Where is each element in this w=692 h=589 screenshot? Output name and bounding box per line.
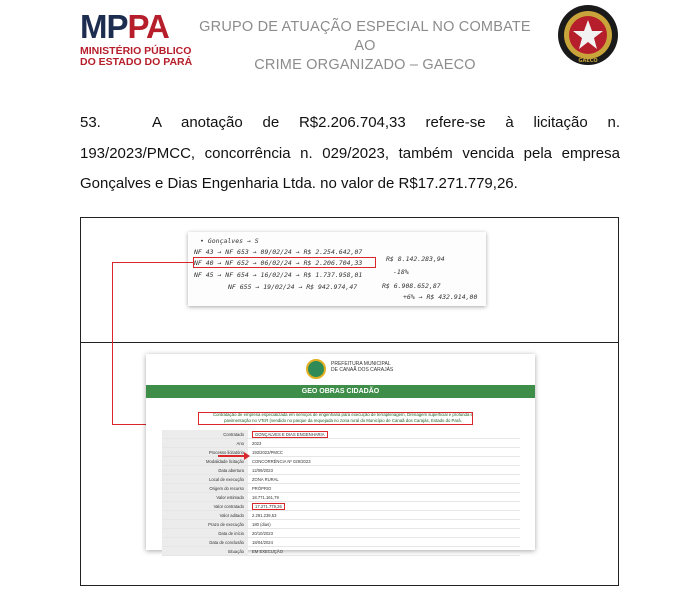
note-line: • Gonçalves → S bbox=[200, 237, 259, 245]
mppa-logo-text: MINISTÉRIO PÚBLICO DO ESTADO DO PARÁ bbox=[80, 45, 193, 68]
row-key: Contratado bbox=[162, 430, 248, 439]
row-key: Modalidade licitação bbox=[162, 457, 248, 466]
header-title: GRUPO DE ATUAÇÃO ESPECIAL NO COMBATE AO CRIME ORGANIZADO – GAECO bbox=[199, 19, 531, 73]
value-text: 18.771.161,79 bbox=[252, 494, 279, 500]
note-line: NF 43 → NF 653 → 09/02/24 → R$ 2.254.642,07 bbox=[194, 248, 363, 256]
row-key: Valor aditado bbox=[162, 511, 248, 520]
row-key: Valor contratado bbox=[162, 502, 248, 511]
note-side-final: +6% → R$ 432.914,00 bbox=[403, 293, 478, 301]
row-value bbox=[248, 457, 520, 466]
row-key: Valor estimado bbox=[162, 493, 248, 502]
prefeitura-name: PREFEITURA MUNICIPAL DE CANAÃ DOS CARAJÁS bbox=[331, 361, 394, 373]
value-text: CONCORRÊNCIA Nº 029/2023 bbox=[252, 458, 311, 464]
row-key: Prazo de execução bbox=[162, 520, 248, 529]
mppa-logo-mark: MPPA bbox=[80, 8, 169, 45]
value-text: 193/2023/PMCC bbox=[252, 449, 283, 455]
row-value bbox=[248, 511, 520, 520]
row-value bbox=[248, 448, 520, 457]
note-side-total: R$ 8.142.283,94 bbox=[386, 255, 445, 263]
table-row bbox=[162, 475, 520, 484]
note-side-sub: R$ 6.908.652,87 bbox=[382, 282, 441, 290]
document-header bbox=[0, 0, 692, 73]
value-text: 18/04/2024 bbox=[252, 539, 273, 545]
contract-description: Contratação de empresa especializada em serviços de engenharia para execução de terraplenagem, Drenagem superficial e profunda e pavimentação no VTcR (vendido no parque da requejada no zona rural do Município de Canaã dos Carajás, Estado do Pará. bbox=[213, 412, 473, 423]
table-row bbox=[162, 529, 520, 538]
row-key: Processo licitatório bbox=[162, 448, 248, 457]
arrow-line bbox=[218, 455, 246, 457]
row-value bbox=[248, 466, 520, 475]
description-highlight-box bbox=[198, 412, 473, 425]
contract-table bbox=[162, 430, 520, 556]
geo-obras-screenshot bbox=[146, 354, 535, 554]
row-key: Local de execução bbox=[162, 475, 248, 484]
connector-line bbox=[112, 262, 194, 263]
highlighted-value: 17.271.779,26 bbox=[252, 503, 285, 510]
row-value bbox=[248, 430, 520, 439]
row-value bbox=[248, 547, 520, 556]
value-text: 2.291.239,53 bbox=[252, 512, 277, 518]
row-value bbox=[248, 502, 520, 511]
svg-text:GAECO: GAECO bbox=[578, 58, 598, 64]
connector-line bbox=[112, 262, 113, 425]
table-row bbox=[162, 430, 520, 439]
value-text: EM EXECUÇÃO bbox=[252, 548, 283, 554]
table-row bbox=[162, 448, 520, 457]
value-text: 12/09/2023 bbox=[252, 467, 273, 473]
prefeitura-logo-icon bbox=[306, 359, 326, 379]
value-text: 2023 bbox=[252, 440, 262, 446]
row-key: Data de início bbox=[162, 529, 248, 538]
row-value bbox=[248, 475, 520, 484]
arrow-right-icon bbox=[244, 452, 250, 460]
row-key: Data de conclusão bbox=[162, 538, 248, 547]
table-row bbox=[162, 457, 520, 466]
row-key: Situação bbox=[162, 547, 248, 556]
table-row bbox=[162, 493, 520, 502]
evidence-divider bbox=[80, 342, 619, 343]
table-row bbox=[162, 520, 520, 529]
mppa-logo bbox=[80, 8, 193, 68]
row-value bbox=[248, 484, 520, 493]
table-row bbox=[162, 502, 520, 511]
table-row bbox=[162, 538, 520, 547]
row-value bbox=[248, 538, 520, 547]
note-line: NF 45 → NF 654 → 16/02/24 → R$ 1.737.958,01 bbox=[194, 271, 363, 279]
row-value bbox=[248, 529, 520, 538]
value-text: 20/10/2023 bbox=[252, 530, 273, 536]
note-line: NF 40 → NF 652 → 06/02/24 → R$ 2.206.704,33 bbox=[194, 259, 363, 267]
row-value bbox=[248, 520, 520, 529]
row-key: Origem do recurso bbox=[162, 484, 248, 493]
value-text: PRÓPRIO bbox=[252, 485, 272, 491]
table-row bbox=[162, 511, 520, 520]
table-row bbox=[162, 547, 520, 556]
value-text: ZONA RURAL bbox=[252, 476, 279, 482]
value-text: 180 (dias) bbox=[252, 521, 271, 527]
web-header bbox=[146, 354, 535, 384]
table-row bbox=[162, 466, 520, 475]
paragraph-number: 53. bbox=[80, 114, 101, 131]
row-key: Data abertura bbox=[162, 466, 248, 475]
paragraph-text: A anotação de R$2.206.704,33 refere-se à licitação n. 193/2023/PMCC, concorrência n. 029/2023, também vencida pela empresa Gonçalves e Dias Engenharia Ltda. no valor de R$17.271.779,26. bbox=[80, 114, 620, 192]
handwritten-note-image bbox=[188, 232, 486, 306]
paragraph-53 bbox=[80, 108, 620, 200]
row-value bbox=[248, 493, 520, 502]
note-side-pct: -18% bbox=[393, 268, 409, 276]
table-row bbox=[162, 484, 520, 493]
row-value bbox=[248, 439, 520, 448]
gaeco-seal-icon bbox=[557, 4, 619, 66]
highlighted-value: GONÇALVES E DIAS ENGENHARIA bbox=[252, 431, 328, 438]
note-line: NF 655 → 19/02/24 → R$ 942.974,47 bbox=[228, 283, 358, 291]
note-highlight-box bbox=[193, 257, 376, 268]
row-key: Ano bbox=[162, 439, 248, 448]
geo-obras-title-bar: GEO OBRAS CIDADÃO bbox=[146, 385, 535, 398]
table-row bbox=[162, 439, 520, 448]
